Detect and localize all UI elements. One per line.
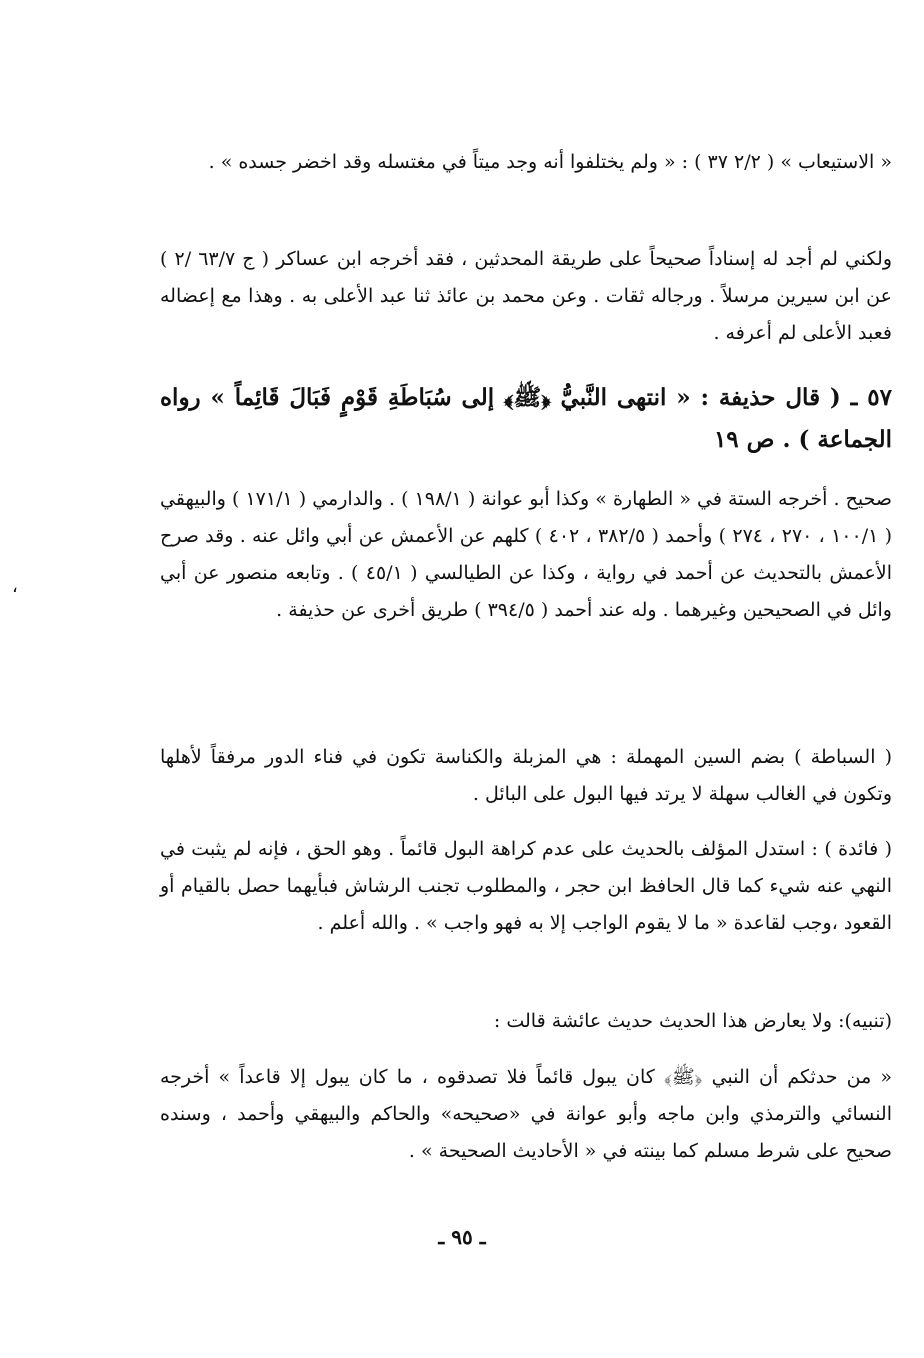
paragraph-text: (تنبيه): ولا يعارض هذا الحديث حديث عائشة قالت : xyxy=(493,1010,892,1032)
margin-mark: ، xyxy=(12,576,18,597)
paragraph-text: ( فائدة ) : استدل المؤلف بالحديث على عدم كراهة البول قائماً . وهو الحق ، فإنه لم يثبت في النهي عنه شيء كما قال الحافظ ابن حجر ، والمطلوب تجنب الرشاش فبأيهما حصل بالقيام أو القعود ،وجب لقاعدة « ما لا يقوم الواجب إلا به فهو واجب » . والله أعلم . xyxy=(160,838,892,934)
paragraph-takhrij xyxy=(160,462,892,648)
paragraph-text: صحيح . أخرجه الستة في « الطهارة » وكذا أبو عوانة ( ١٩٨/١ ) . والدارمي ( ١٧١/١ ) والبيهقي ( ١٠٠/١ ، ٢٧٠ ، ٢٧٤ ) وأحمد ( ٣٨٢/٥ ، ٤٠٢ ) كلهم عن الأعمش عن أبي وائل عنه . وقد صرح الأعمش بالتحديث عن أحمد في رواية ، وكذا عن الطيالسي ( ٤٥/١ ) . وتابعه منصور عن أبي وائل في الصحيحين وغيرهما . وله عند أحمد ( ٣٩٤/٥ ) طريق أخرى عن حذيفة . xyxy=(160,488,893,621)
paragraph-text: ولكني لم أجد له إسناداً صحيحاً على طريقة المحدثين ، فقد أخرجه ابن عساكر ( ج ٦٣/٧ /٢ ) عن ابن سيرين مرسلاً . ورجاله ثقات . وعن محمد بن عائذ ثنا عبد الأعلى به . وهذا مع إعضاله فعبد الأعلى لم أعرفه . xyxy=(160,248,892,344)
paragraph-isnad-note xyxy=(160,222,892,371)
page-number: ـ ٩٥ ـ xyxy=(438,1225,486,1249)
paragraph-text: « من حدثكم أن النبي ﴿ﷺ﴾ كان يبول قائماً فلا تصدقوه ، ما كان يبول إلا قاعداً » أخرجه النسائي والترمذي وابن ماجه وأبو عوانة في «صحيحه» والحاكم والبيهقي وأحمد ، وسنده صحيح على شرط مسلم كما بينته في « الأحاديث الصحيحة » . xyxy=(160,1066,892,1162)
hadith-heading-text: ٥٧ ـ ( قال حذيفة : « انتهى النَّبيُّ ﴿ﷺ﴾ إلى سُبَاطَةِ قَوْمٍ فَبَالَ قَائِماً » رواه الجماعة ) . ص ١٩ xyxy=(160,384,892,453)
paragraph-aisha-hadith xyxy=(160,1040,892,1189)
paragraph-faida xyxy=(160,812,892,961)
paragraph-istiab-quote xyxy=(160,125,892,200)
paragraph-text: « الاستيعاب » ( ٢/٢ ٣٧ ) : « ولم يختلفوا أنه وجد ميتاً في مغتسله وقد اخضر جسده » . xyxy=(208,151,892,173)
paragraph-text: ( السباطة ) بضم السين المهملة : هي المزبلة والكناسة تكون في فناء الدور مرفقاً لأهلها وتكون في الغالب سهلة لا يرتد فيها البول على البائل . xyxy=(160,746,892,805)
